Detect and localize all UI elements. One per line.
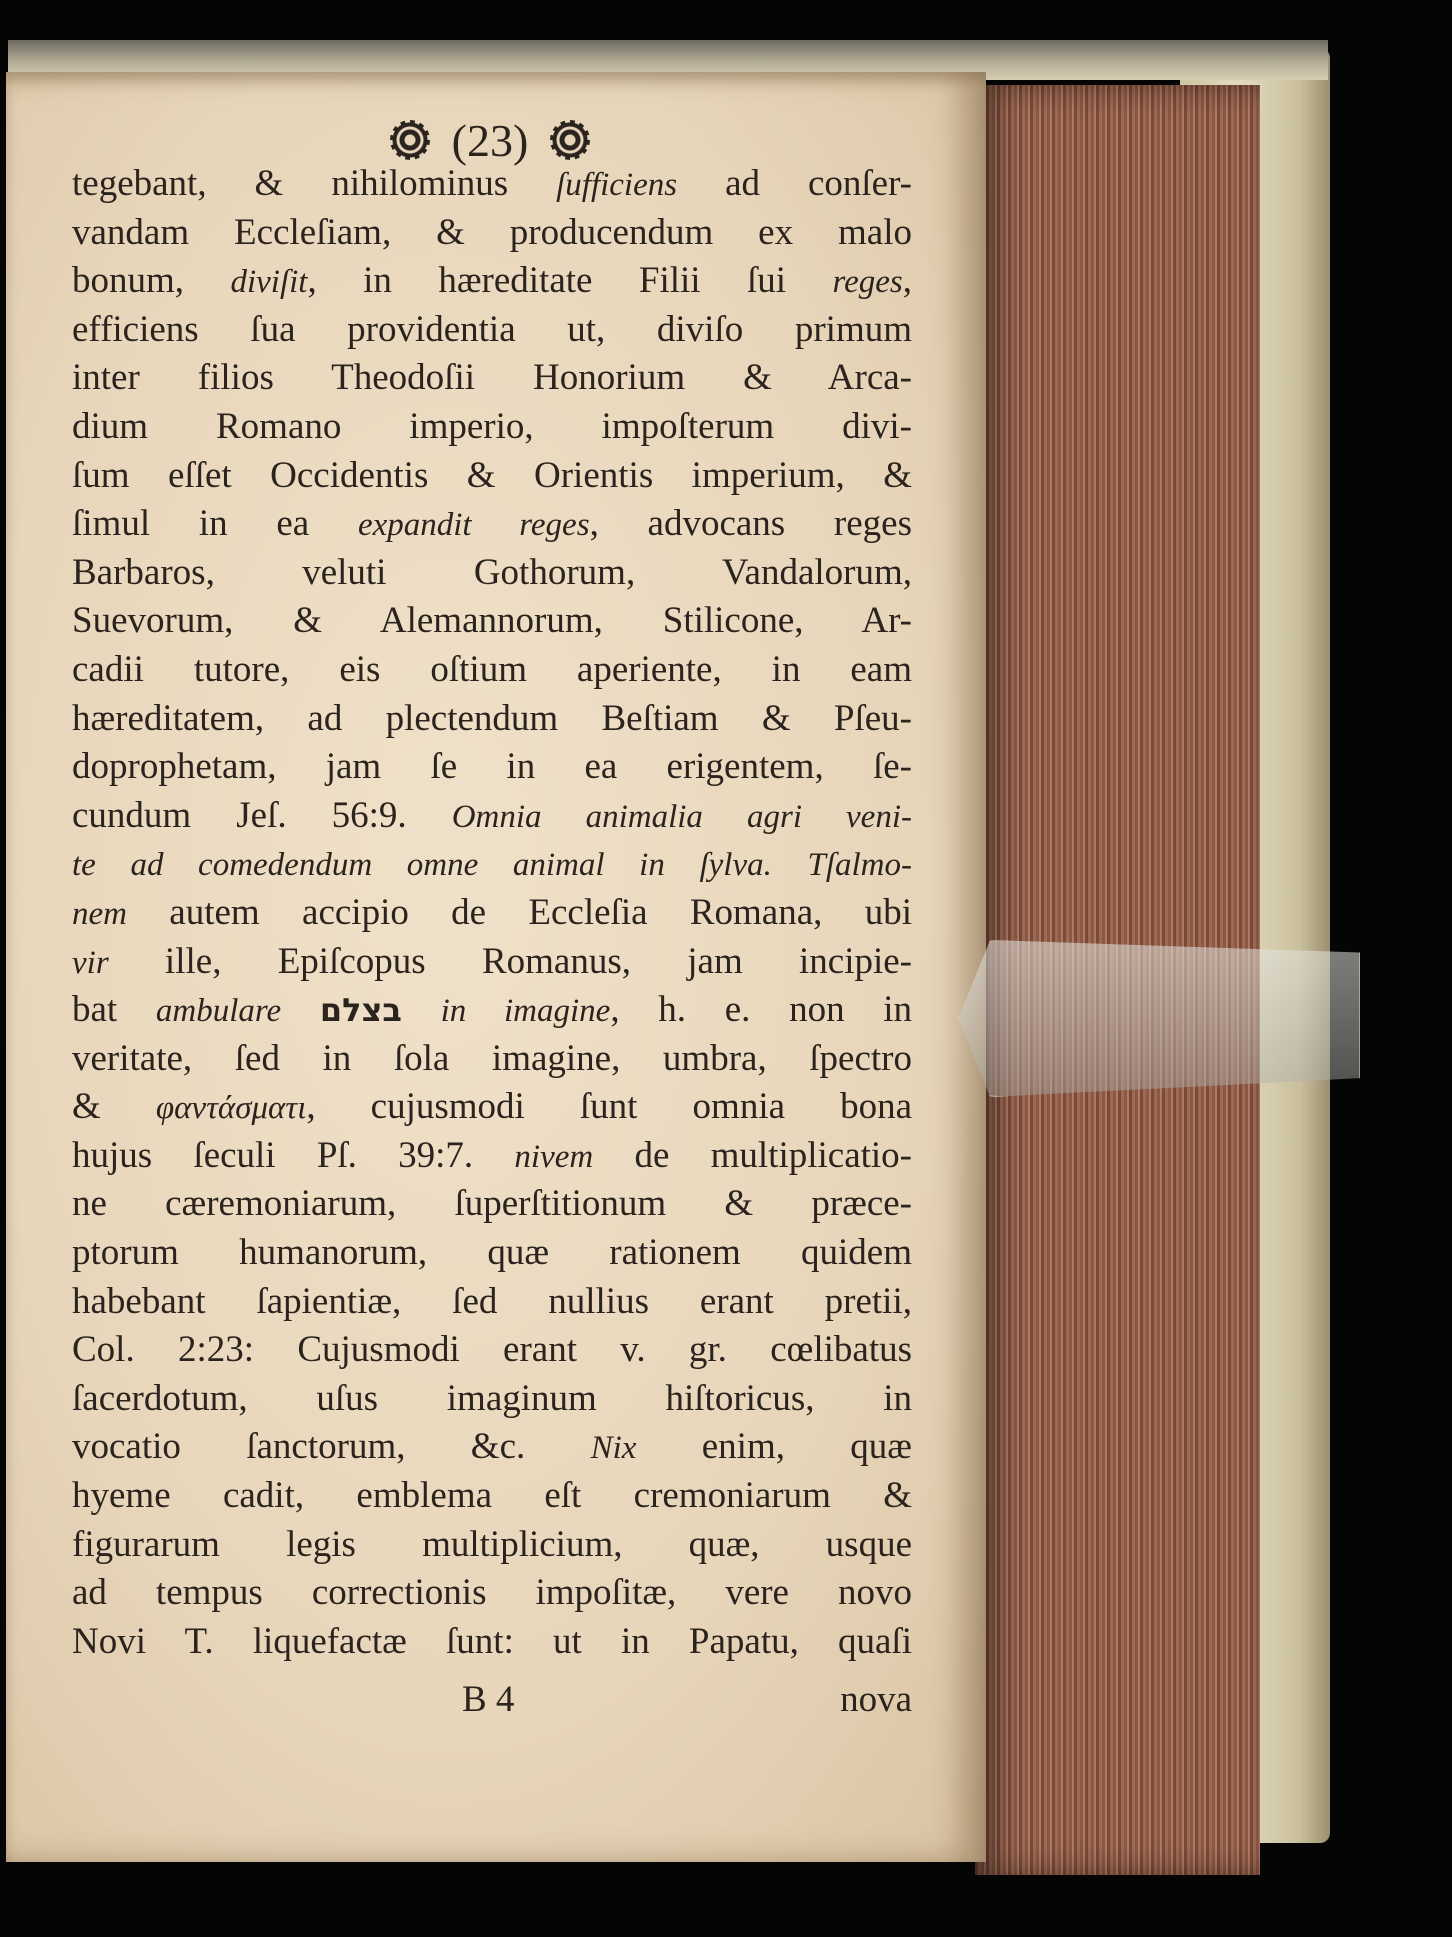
italic-text: te ad comedendum omne animal in ſylva. — [72, 847, 772, 884]
text-line — [72, 306, 912, 355]
text-line — [72, 160, 912, 209]
text-segment: de multiplicatio- — [593, 1134, 913, 1176]
italic-text: nivem — [514, 1138, 594, 1175]
italic-text: ſufficiens — [556, 167, 678, 203]
text-segment: Col. 2:23: Cujusmodi erant v. gr. cœlibatus — [72, 1329, 912, 1371]
text-segment: hæreditatem, ad plectendum Beſtiam & Pſeu- — [72, 697, 912, 739]
text-line — [72, 646, 912, 695]
text-line — [72, 403, 912, 452]
text-line — [72, 1083, 912, 1132]
text-segment — [281, 989, 320, 1030]
text-segment: ſacerdotum, uſus imaginum hiſtoricus, in — [72, 1377, 912, 1419]
italic-text: diviſit — [230, 264, 308, 301]
text-line — [72, 743, 912, 792]
page-footer — [72, 1678, 912, 1728]
text-line — [72, 1132, 912, 1181]
text-line — [72, 500, 912, 549]
text-segment: , cujusmodi ſunt omnia bona — [306, 1086, 913, 1128]
text-segment: figurarum legis multiplicium, quæ, usque — [72, 1523, 912, 1565]
text-line — [72, 1569, 912, 1618]
text-line — [72, 1278, 912, 1327]
text-segment: bat — [72, 989, 156, 1031]
text-segment: Novi T. liquefactæ ſunt: ut in Papatu, quaſi — [72, 1620, 912, 1662]
text-segment: , h. e. non in — [610, 989, 913, 1031]
text-segment: tegebant, & nihilominus — [72, 163, 557, 204]
text-line — [72, 695, 912, 744]
italic-text: φαντάσματι — [155, 1090, 307, 1127]
bookmark-tab — [958, 940, 1360, 1097]
page-number: (23) — [451, 114, 529, 166]
text-segment: ad conſer- — [677, 163, 913, 204]
text-segment: efficiens ſua providentia ut, diviſo primum — [72, 308, 912, 350]
ornament-icon — [550, 120, 590, 160]
text-line — [72, 549, 912, 598]
italic-text: vir — [72, 944, 109, 981]
italic-text: reges — [832, 264, 903, 301]
text-segment: hyeme cadit, emblema eſt cremoniarum & — [72, 1475, 912, 1517]
text-segment: ad tempus correctionis impoſitæ, vere novo — [72, 1572, 912, 1614]
text-line — [72, 938, 912, 987]
text-line — [72, 257, 912, 306]
text-line — [72, 1521, 912, 1570]
text-segment: dium Romano imperio, impoſterum divi- — [72, 405, 912, 447]
text-line — [72, 986, 912, 1035]
text-segment — [402, 989, 441, 1030]
text-line — [72, 1375, 912, 1424]
text-segment: veritate, ſed in ſola imagine, umbra, ſpectro — [72, 1037, 912, 1079]
italic-text: expandit reges — [357, 507, 590, 544]
text-line — [72, 1472, 912, 1521]
italic-text: in imagine — [440, 993, 611, 1030]
text-line — [72, 1423, 912, 1472]
text-segment: ſimul in ea — [72, 503, 358, 545]
text-segment: hujus ſeculi Pſ. 39:7. — [72, 1134, 515, 1176]
text-segment: cadii tutore, eis oſtium aperiente, in eam — [72, 648, 912, 690]
text-segment: ille, Epiſcopus Romanus, jam incipie- — [108, 940, 912, 982]
hebrew-word: בצלם — [319, 991, 402, 1030]
text-segment: ptorum humanorum, quæ rationem quidem — [72, 1232, 912, 1274]
text-line — [72, 1326, 912, 1375]
text-segment: vocatio ſanctorum, &c. — [72, 1426, 591, 1468]
text-line — [72, 792, 912, 841]
text-segment: Suevorum, & Alemannorum, Stilicone, Ar- — [72, 600, 912, 642]
text-segment: habebant ſapientiæ, ſed nullius erant pretii, — [72, 1280, 912, 1322]
text-segment: , advocans reges — [589, 503, 913, 545]
text-segment: autem accipio de Eccleſia Romana, ubi — [126, 891, 912, 933]
text-segment: enim, quæ — [636, 1426, 912, 1468]
text-segment: , — [902, 260, 912, 302]
text-line — [72, 452, 912, 501]
text-segment — [772, 843, 808, 884]
text-line — [72, 1229, 912, 1278]
text-line — [72, 354, 912, 403]
italic-text: Omnia animalia agri veni- — [451, 798, 912, 835]
text-line — [72, 597, 912, 646]
text-segment: & — [72, 1086, 156, 1128]
text-segment: Barbaros, veluti Gothorum, Vandalorum, — [72, 551, 912, 593]
italic-text: Tſalmo- — [807, 847, 912, 884]
text-line — [72, 889, 912, 938]
italic-text: ambulare — [155, 993, 282, 1030]
text-segment: doprophetam, jam ſe in ea erigentem, ſe- — [72, 746, 912, 788]
text-segment: inter filios Theodoſii Honorium & Arca- — [72, 357, 912, 399]
text-segment: ne cæremoniarum, ſuperſtitionum & præce- — [72, 1183, 912, 1225]
text-line — [72, 1618, 912, 1667]
text-segment: cundum Jeſ. 56:9. — [72, 794, 452, 836]
italic-text: Nix — [590, 1430, 637, 1467]
text-segment: ſum eſſet Occidentis & Orientis imperium, & — [72, 454, 912, 496]
italic-text: nem — [72, 895, 127, 932]
text-line — [72, 1180, 912, 1229]
body-text — [72, 160, 912, 1666]
text-segment: vandam Eccleſiam, & producendum ex malo — [72, 211, 912, 253]
text-segment: bonum, — [72, 260, 231, 302]
text-line — [72, 209, 912, 258]
text-line — [72, 1035, 912, 1084]
signature-mark: B 4 — [462, 1679, 515, 1720]
text-line — [72, 840, 912, 889]
ornament-icon — [390, 120, 430, 160]
text-segment: , in hæreditate Filii ſui — [307, 260, 833, 302]
catchword: nova — [840, 1679, 912, 1720]
